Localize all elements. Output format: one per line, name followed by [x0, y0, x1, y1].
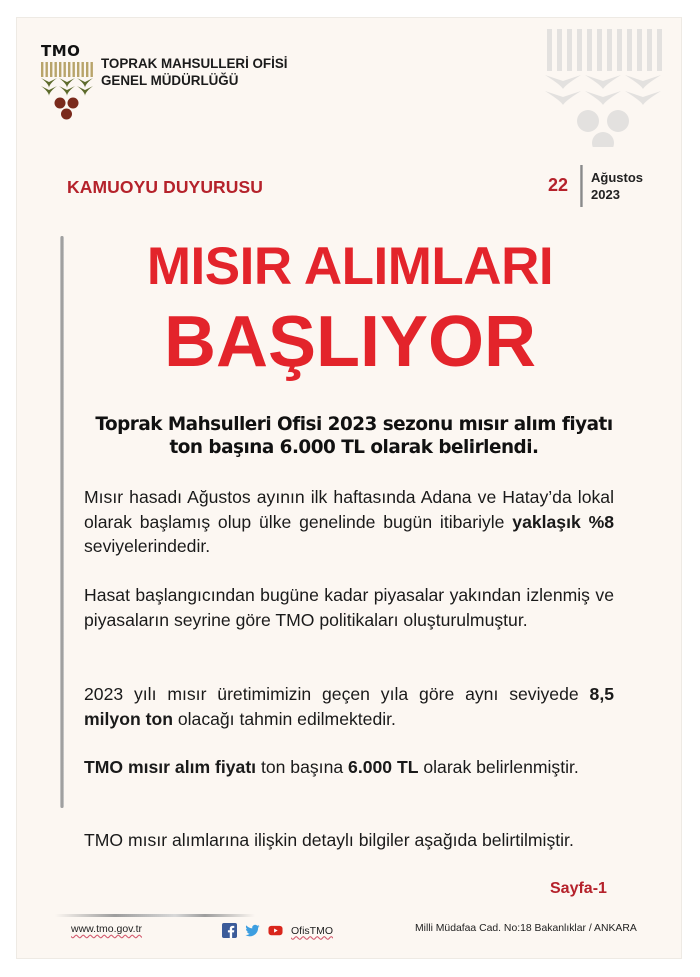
page-number: Sayfa-1 — [550, 880, 607, 897]
body-paragraph — [84, 485, 614, 559]
website-link[interactable]: www.tmo.gov.tr — [71, 923, 142, 935]
announcement-page — [16, 17, 682, 959]
lead-paragraph: Toprak Mahsulleri Ofisi 2023 sezonu mısır alım fiyatı ton başına 6.000 TL olarak belirlendi. — [95, 414, 613, 458]
headline-line1: MISIR ALIMLARI — [146, 237, 554, 296]
emphasis-text: yaklaşık %8 — [512, 511, 615, 532]
org-name-line2: GENEL MÜDÜRLÜĞÜ — [101, 73, 239, 88]
org-name-line1: TOPRAK MAHSULLERİ OFİSİ — [101, 56, 288, 71]
footer-divider — [55, 914, 255, 917]
date-year: 2023 — [591, 187, 620, 202]
facebook-icon[interactable] — [222, 923, 237, 938]
date-month: Ağustos — [591, 170, 643, 185]
announcement-label: KAMUOYU DUYURUSU — [67, 177, 264, 197]
logo-text: TMO — [41, 42, 81, 60]
paragraph-text: seviyelerindedir. — [84, 536, 211, 556]
paragraph-text: Hasat başlangıcından bugüne kadar piyasalar yakından izlenmiş ve piyasaların seyrine göre TMO politikaları oluşturulmuştur. — [84, 585, 614, 630]
youtube-icon[interactable] — [268, 923, 283, 938]
body-paragraph — [84, 755, 614, 780]
tmo-logo — [39, 42, 103, 122]
body-paragraph — [84, 682, 614, 731]
social-handle-link[interactable]: OfisTMO — [291, 924, 333, 937]
emphasis-text: TMO mısır alım fiyatı — [84, 757, 257, 777]
paragraph-text: Mısır hasadı Ağustos ayının ilk haftasında Adana ve Hatay’da lokal olarak başlamış olup ülke genelinde bugün itibariyle — [84, 487, 614, 532]
date-divider — [580, 165, 583, 207]
emphasis-text: 8,5 milyon ton — [84, 684, 614, 729]
date-month-year — [591, 169, 643, 203]
headline-line2: BAŞLIYOR — [163, 302, 537, 382]
body-paragraph — [84, 583, 614, 632]
paragraph-text: olacağı tahmin edilmektedir. — [172, 708, 396, 729]
twitter-icon[interactable] — [245, 923, 260, 938]
organization-name — [101, 55, 287, 89]
paragraph-text: TMO mısır alımlarına ilişkin detaylı bilgiler aşağıda belirtilmiştir. — [84, 830, 574, 850]
address-text: Milli Müdafaa Cad. No:18 Bakanlıklar / ANKARA — [415, 923, 637, 934]
emphasis-text: 6.000 TL — [348, 757, 419, 777]
paragraph-text: ton başına — [256, 757, 349, 777]
social-links — [222, 923, 333, 938]
body-paragraph — [84, 828, 614, 853]
watermark-logo-icon — [533, 27, 673, 147]
date-day: 22 — [548, 175, 569, 195]
logo-emblem-icon — [39, 42, 103, 122]
paragraph-text: 2023 yılı mısır üretimimizin geçen yıla göre aynı seviyede — [84, 684, 590, 704]
paragraph-text: olarak belirlenmiştir. — [418, 757, 579, 777]
